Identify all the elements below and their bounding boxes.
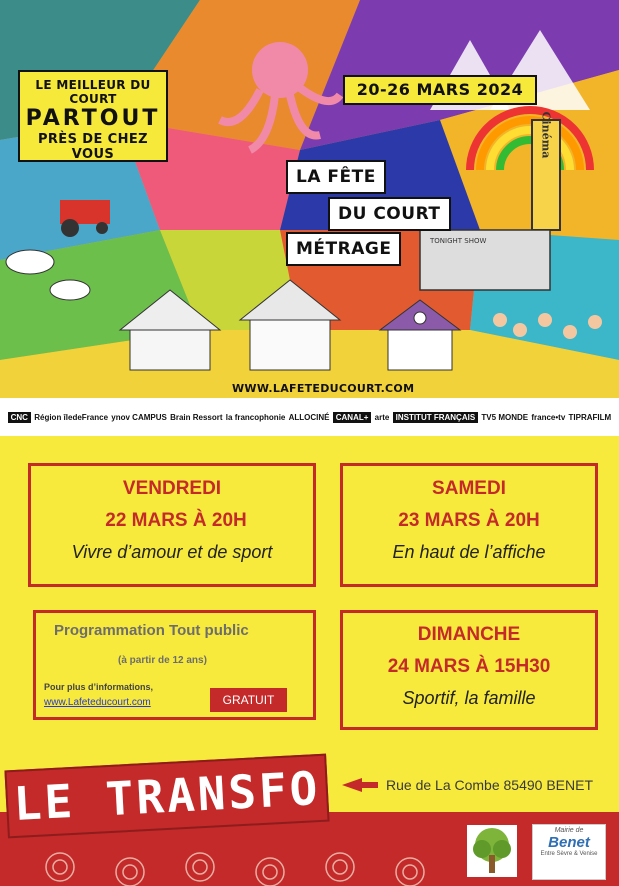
partner-logo-institut: INSTITUT FRANÇAIS <box>393 412 479 423</box>
mairie-benet-logo <box>532 824 606 880</box>
programme-age: (à partir de 12 ans) <box>118 655 207 666</box>
tagline-line-1: LE MEILLEUR DU COURT <box>35 78 151 106</box>
tagline-line-3: PRÈS DE CHEZ VOUS <box>37 132 149 162</box>
event-box-sunday <box>340 610 598 730</box>
mairie-label: Mairie de <box>554 827 584 834</box>
event-day: DIMANCHE <box>417 624 521 645</box>
partner-logo-brain: Brain Ressort <box>170 412 223 422</box>
festival-dates: 20-26 MARS 2024 <box>343 75 537 105</box>
event-box-friday <box>28 463 316 587</box>
event-time: 22 MARS À 20H <box>105 510 247 531</box>
programme-title: Programmation Tout public <box>54 622 249 639</box>
festival-title-line-1: LA FÊTE <box>286 160 386 194</box>
pointing-hand-icon <box>340 774 380 796</box>
festival-title-line-3: MÉTRAGE <box>286 232 401 266</box>
programme-info-box <box>33 610 316 720</box>
mairie-region: Entre Sèvre & Venise <box>540 851 598 857</box>
partner-logo-region: Région îledeFrance <box>34 412 109 422</box>
partner-logo-arte: arte <box>374 412 390 422</box>
poster-illustration <box>0 0 619 398</box>
tagline-box <box>18 70 168 162</box>
partner-logo-francetv: france•tv <box>531 412 566 422</box>
event-day: VENDREDI <box>122 478 222 499</box>
more-info-label: Pour plus d’informations, <box>44 682 154 692</box>
event-film: Vivre d’amour et de sport <box>71 542 273 562</box>
venue-address: Rue de La Combe 85490 BENET <box>386 777 594 793</box>
partner-logos-strip <box>0 398 619 436</box>
partner-logo-ynov: ynov CAMPUS <box>111 412 167 422</box>
event-film: En haut de l’affiche <box>392 542 546 562</box>
tagline-line-2: PARTOUT <box>25 106 161 131</box>
mairie-name: Benet <box>548 834 590 851</box>
tonight-show-text: TONIGHT SHOW <box>430 237 487 245</box>
cinema-sign-text: Cinéma <box>539 111 553 159</box>
event-time: 23 MARS À 20H <box>398 510 540 531</box>
event-box-saturday <box>340 463 598 587</box>
partner-logo-francophonie: la francophonie <box>225 412 286 422</box>
venue-name: LE TRANSFO <box>12 761 322 831</box>
partner-logo-allocine: ALLOCINÉ <box>288 412 330 422</box>
partner-logo-tiprafilm: TIPRAFILM <box>568 412 612 422</box>
festival-title-line-2: DU COURT <box>328 197 451 231</box>
more-info-link[interactable]: www.Lafeteducourt.com <box>44 697 151 708</box>
festival-poster <box>0 0 619 398</box>
event-film: Sportif, la famille <box>402 688 536 708</box>
partner-logo-canal: CANAL+ <box>333 412 372 423</box>
tree-logo-icon <box>467 825 517 877</box>
partner-logo-cnc: CNC <box>8 412 31 423</box>
event-day: SAMEDI <box>432 478 506 499</box>
free-badge: GRATUIT <box>210 688 287 712</box>
event-time: 24 MARS À 15H30 <box>387 656 551 677</box>
festival-website[interactable]: WWW.LAFETEDUCOURT.COM <box>232 382 415 395</box>
partner-logo-tv5: TV5 MONDE <box>481 412 529 422</box>
